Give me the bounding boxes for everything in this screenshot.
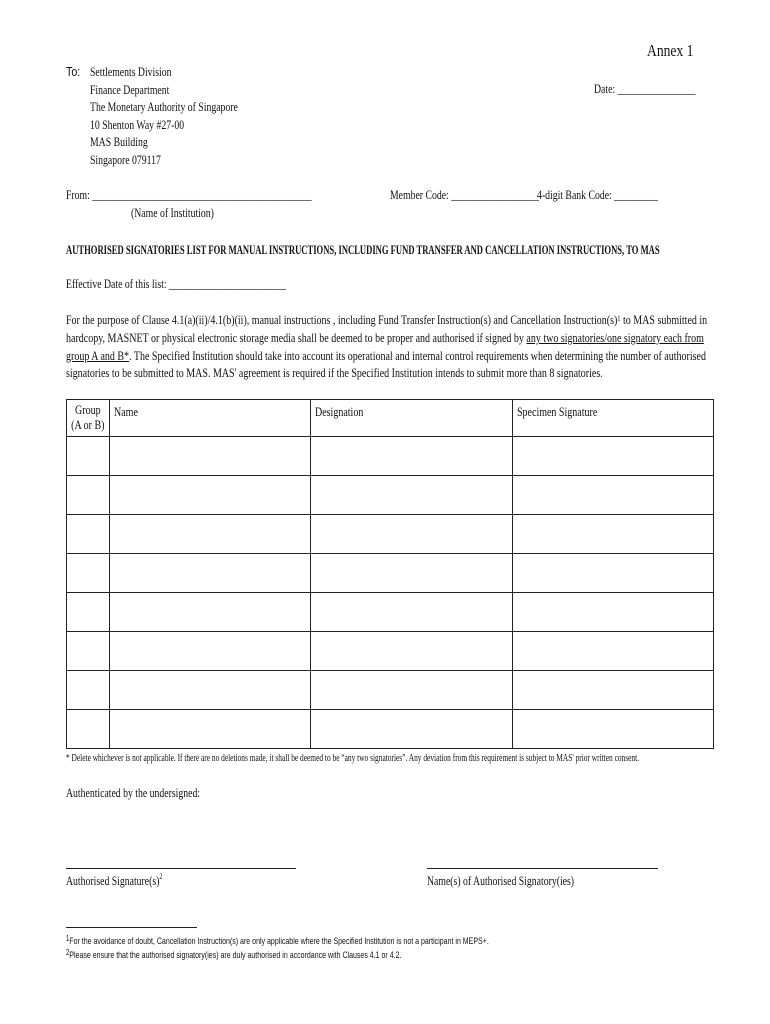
table-row — [67, 515, 714, 554]
footnote-2: $^2$Please ensure that the authorised signatory(ies) are duly authorised in accordance with Clauses 4.1 or 4.2. — [66, 948, 402, 961]
table-row — [67, 437, 714, 476]
address-line: The Monetary Authority of Singapore — [90, 100, 238, 115]
recipient-address — [90, 64, 280, 170]
designation-cell[interactable] — [310, 554, 512, 593]
table-row — [67, 632, 714, 671]
from-field[interactable]: From: _____________________________________________ — [66, 188, 312, 202]
table-row — [67, 710, 714, 749]
signature-cell[interactable] — [512, 593, 713, 632]
instructions-paragraph: For the purpose of Clause 4.1(a)(ii)/4.1(b)(ii), manual instructions , including Fund Transfer Instruction(s) and Cancellation $Instruction(s)^1$ to MAS submitted in hardcopy, MASNET or physical electronic storage media shall be deemed to be proper and authorised if signed by any two signatories/one signatory each from group A and B*. The Specified Institution should take into account its operational and internal control requirements when determining the number of authorised signatories to be submitted to MAS. MAS' agreement is required if the Specified Institution intends to submit more than 8 signatories. — [66, 313, 708, 381]
authenticated-label: Authenticated by the undersigned: — [66, 786, 201, 800]
column-header-name: Name — [109, 400, 310, 437]
name-cell[interactable] — [109, 632, 310, 671]
name-cell[interactable] — [109, 710, 310, 749]
column-header-group: Group (A or B) — [67, 400, 110, 437]
group-cell[interactable] — [67, 554, 110, 593]
name-cell[interactable] — [109, 554, 310, 593]
document-heading: AUTHORISED SIGNATORIES LIST FOR MANUAL INSTRUCTIONS, INCLUDING FUND TRANSFER AND CANCELLATION INSTRUCTIONS, TO MAS — [66, 242, 660, 257]
group-cell[interactable] — [67, 593, 110, 632]
signature-cell[interactable] — [512, 671, 713, 710]
table-row — [67, 593, 714, 632]
annex-label: Annex 1 — [646, 41, 694, 60]
names-line[interactable] — [427, 868, 658, 869]
column-header-signature: Specimen Signature — [512, 400, 713, 437]
name-cell[interactable] — [109, 593, 310, 632]
table-row — [67, 554, 714, 593]
name-cell[interactable] — [109, 476, 310, 515]
names-label: Name(s) of Authorised Signatory(ies) — [427, 874, 575, 888]
signature-line[interactable] — [66, 868, 296, 869]
signature-label: Authorised $Signature(s)^2$ — [66, 872, 163, 888]
group-cell[interactable] — [67, 710, 110, 749]
signature-cell[interactable] — [512, 632, 713, 671]
designation-cell[interactable] — [310, 593, 512, 632]
deletion-note: * Delete whichever is not applicable. If there are no deletions made, it shall be deemed to be “any two signatories”. Any deviation from this requirement is subject to MAS' prior written consent. — [66, 753, 640, 764]
designation-cell[interactable] — [310, 476, 512, 515]
designation-cell[interactable] — [310, 671, 512, 710]
name-cell[interactable] — [109, 515, 310, 554]
from-sublabel: (Name of Institution) — [131, 206, 214, 220]
address-line: Settlements Division — [90, 65, 172, 79]
designation-cell[interactable] — [310, 437, 512, 476]
member-code-field[interactable]: Member Code: __________________ — [390, 188, 539, 202]
group-cell[interactable] — [67, 476, 110, 515]
signature-cell[interactable] — [512, 437, 713, 476]
group-cell[interactable] — [67, 515, 110, 554]
date-field[interactable]: Date: ________________ — [594, 82, 696, 96]
bank-code-field[interactable]: 4-digit Bank Code: _________ — [537, 188, 659, 202]
group-cell[interactable] — [67, 437, 110, 476]
footnote-1: $^1$For the avoidance of doubt, Cancellation Instruction(s) are only applicable where the Specified Institution is not a participant in MEPS+. — [66, 934, 489, 947]
table-row — [67, 671, 714, 710]
signature-cell[interactable] — [512, 710, 713, 749]
underlined-phrase: any two signatories/one signatory each from group A and B* — [66, 330, 704, 363]
signature-cell[interactable] — [512, 554, 713, 593]
table-header-row — [67, 400, 714, 437]
signature-cell[interactable] — [512, 476, 713, 515]
designation-cell[interactable] — [310, 515, 512, 554]
designation-cell[interactable] — [310, 632, 512, 671]
to-label: To: — [66, 65, 81, 79]
name-cell[interactable] — [109, 671, 310, 710]
footnote-ref: 1 — [617, 314, 621, 323]
effective-date-field[interactable]: Effective Date of this list: ________________________ — [66, 277, 286, 291]
signatories-table — [66, 399, 714, 749]
signature-cell[interactable] — [512, 515, 713, 554]
address-line: 10 Shenton Way #27-00 — [90, 117, 185, 132]
column-header-designation: Designation — [310, 400, 512, 437]
address-line: Finance Department — [90, 82, 170, 97]
name-cell[interactable] — [109, 437, 310, 476]
table-row — [67, 476, 714, 515]
group-cell[interactable] — [67, 632, 110, 671]
footnote-separator — [66, 927, 197, 928]
address-line: Singapore 079117 — [90, 152, 161, 167]
designation-cell[interactable] — [310, 710, 512, 749]
group-cell[interactable] — [67, 671, 110, 710]
address-line: MAS Building — [90, 135, 148, 150]
